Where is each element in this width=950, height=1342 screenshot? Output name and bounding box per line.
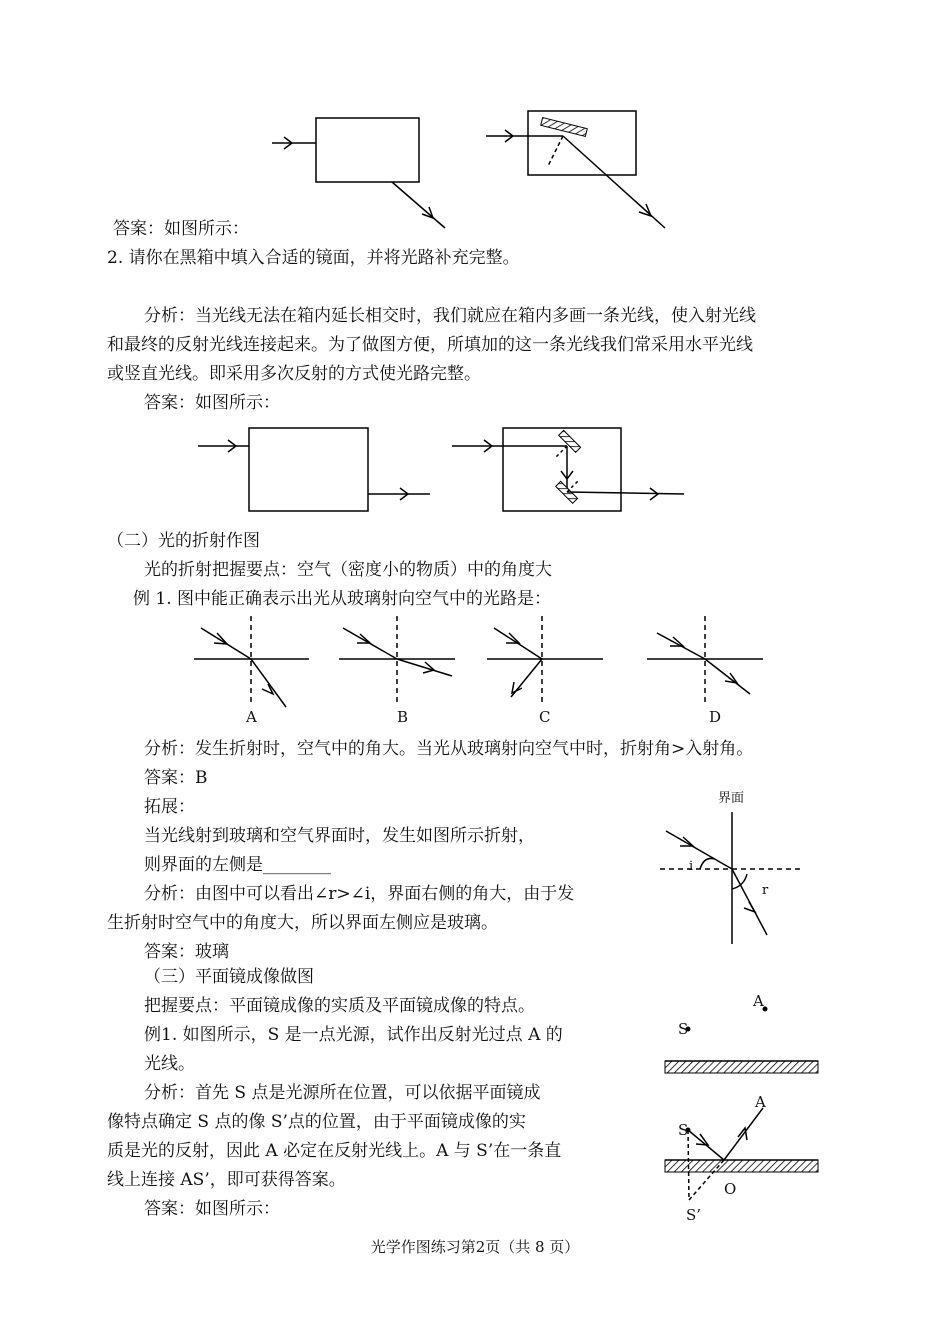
black-box-1-question xyxy=(272,118,445,228)
extension-question-1: 当光线射到玻璃和空气界面时，发生如图所示折射， xyxy=(144,826,535,846)
refraction-keypoint: 光的折射把握要点：空气（密度小的物质）中的角度大 xyxy=(144,560,552,580)
mirror-keypoint: 把握要点：平面镜成像的实质及平面镜成像的特点。 xyxy=(144,996,535,1016)
answer-4: 答案：玻璃 xyxy=(144,942,229,962)
analysis-4-line-1: 分析：由图中可以看出∠r>∠i，界面右侧的角大，由于发 xyxy=(144,884,575,904)
angle-r-label: r xyxy=(762,883,769,898)
choice-label-a: A xyxy=(246,708,257,726)
analysis-3: 分析：发生折射时，空气中的角大。当光从玻璃射向空气中时，折射角>入射角。 xyxy=(144,739,754,759)
black-box-2-answer xyxy=(452,428,684,511)
example-1: 例 1. 图中能正确表示出光从玻璃射向空气中的光路是： xyxy=(133,589,552,609)
choice-label-b: B xyxy=(397,708,409,726)
extension-refraction-figure xyxy=(660,812,800,944)
example-3-line-2: 光线。 xyxy=(144,1054,195,1074)
choice-label-d: D xyxy=(709,708,722,726)
black-box-2-question xyxy=(198,428,430,511)
choice-label-c: C xyxy=(539,708,551,726)
analysis-2-line-3: 或竖直光线。即采用多次反射的方式使光路完整。 xyxy=(107,364,481,384)
analysis-2-line-1: 分析：当光线无法在箱内延长相交时，我们就应在箱内多画一条光线，使入射光线 xyxy=(144,306,756,326)
black-box-1-answer xyxy=(486,111,665,228)
page-footer: 光学作图练习第2页（共 8 页） xyxy=(370,1238,580,1256)
mirror-figure-question xyxy=(665,1061,818,1073)
point-s-label-answer: S xyxy=(678,1121,689,1139)
analysis-5-line-2: 像特点确定 S 点的像 S’点的位置，由于平面镜成像的实 xyxy=(107,1112,526,1132)
analysis-5-line-3: 质是光的反射，因此 A 必定在反射光线上。A 与 S’在一条直 xyxy=(107,1141,562,1161)
point-o-label: O xyxy=(724,1180,737,1198)
section-mirror-title: （三）平面镜成像做图 xyxy=(144,967,314,987)
extension-question-2: 则界面的左侧是________ xyxy=(144,855,331,875)
point-s-prime-label: S’ xyxy=(686,1206,702,1224)
section-refraction-title: （二）光的折射作图 xyxy=(107,531,260,551)
analysis-2-line-2: 和最终的反射光线连接起来。为了做图方便，所填加的这一条光线我们常采用水平光线 xyxy=(107,335,753,355)
interface-label: 界面 xyxy=(718,791,745,806)
question-2: 2. 请你在黑箱中填入合适的镜面，并将光路补充完整。 xyxy=(107,248,520,268)
point-s-label-question: S xyxy=(678,1020,689,1038)
analysis-5-line-4: 线上连接 AS’，即可获得答案。 xyxy=(107,1170,346,1190)
refraction-diagram-b xyxy=(339,616,455,703)
extension-heading: 拓展： xyxy=(144,797,195,817)
answer-2: 答案：如图所示： xyxy=(144,393,280,413)
analysis-4-line-2: 生折射时空气中的角度大，所以界面左侧应是玻璃。 xyxy=(107,913,498,933)
answer-1: 答案：如图所示： xyxy=(113,219,249,239)
refraction-diagram-a xyxy=(194,616,309,707)
analysis-5-line-1: 分析：首先 S 点是光源所在位置，可以依据平面镜成 xyxy=(144,1083,541,1103)
refraction-diagram-c xyxy=(487,616,603,703)
point-a-label-question: A xyxy=(753,992,764,1010)
refraction-diagram-d xyxy=(647,616,763,703)
answer-3: 答案：B xyxy=(144,768,208,788)
angle-i-label: i xyxy=(689,859,694,874)
answer-5: 答案：如图所示： xyxy=(144,1199,280,1219)
example-3-line-1: 例1. 如图所示，S 是一点光源，试作出反射光过点 A 的 xyxy=(144,1025,563,1045)
point-a-label-answer: A xyxy=(755,1093,766,1111)
